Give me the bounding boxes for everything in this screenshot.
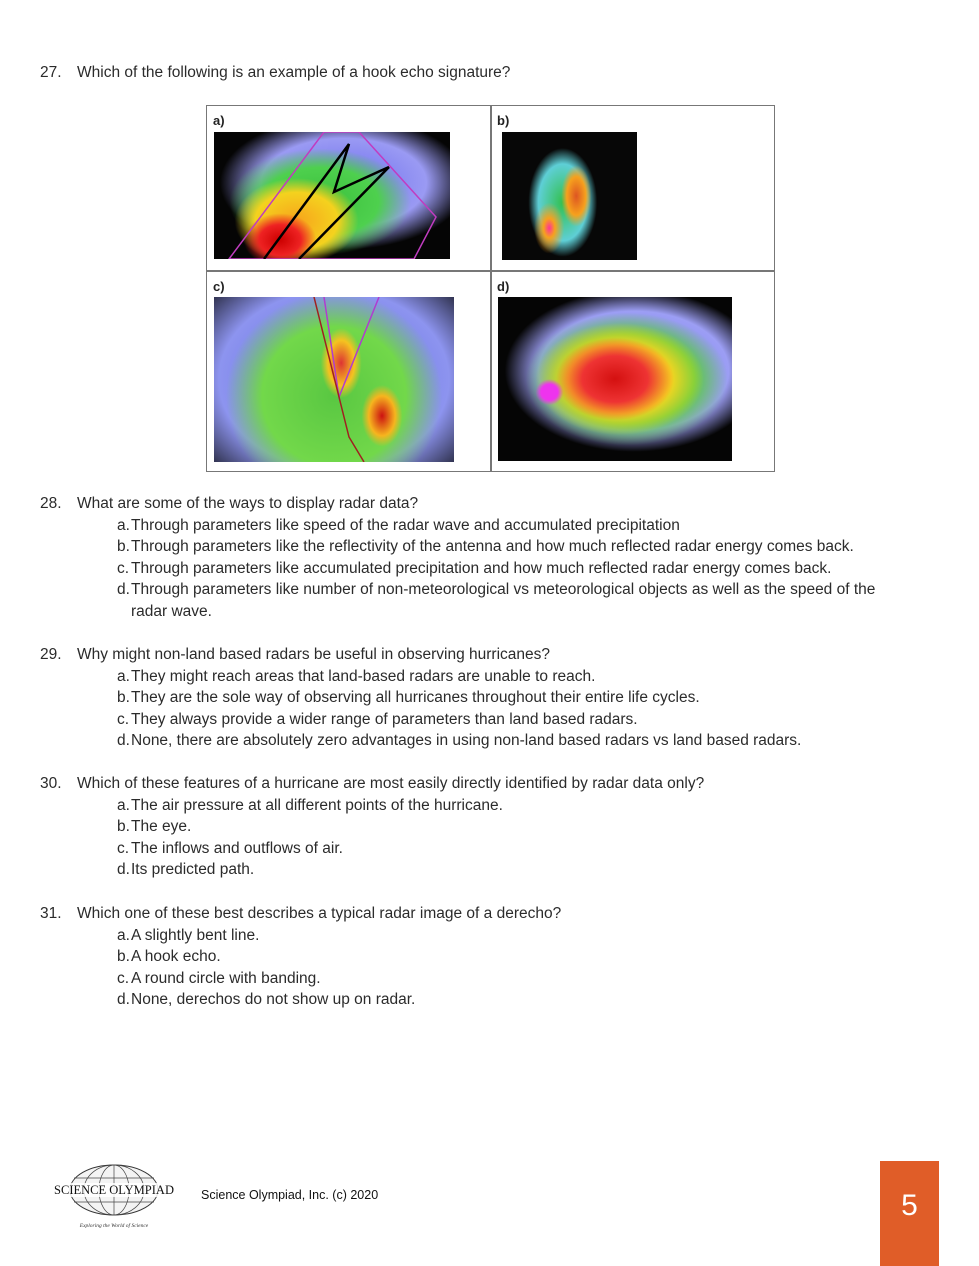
divider (207, 270, 774, 272)
answer-options (117, 515, 911, 623)
svg-text:Exploring the World of Science: Exploring the World of Science (79, 1223, 149, 1229)
image-label-d: d) (497, 279, 510, 294)
question-text: Which one of these best describes a typical radar image of a derecho? (77, 905, 562, 922)
option-text: A hook echo. (131, 948, 221, 966)
question-27 (40, 62, 510, 84)
option-text: Through parameters like number of non-meteorological vs meteorological objects as well as the speed of the radar wave. (131, 581, 876, 620)
option-text: They might reach areas that land-based radars are unable to reach. (131, 667, 596, 685)
image-label-a: a) (213, 113, 225, 128)
copyright-text: Science Olympiad, Inc. (c) 2020 (201, 1188, 379, 1202)
radar-image-grid (206, 105, 775, 472)
option-text: None, there are absolutely zero advantages in using non-land based radars vs land based radars. (131, 732, 802, 750)
option-text: None, derechos do not show up on radar. (131, 991, 416, 1009)
question-number: 29. (40, 646, 62, 663)
option-letter: b. (117, 818, 130, 836)
option-letter: c. (117, 969, 130, 987)
option-b (117, 687, 911, 709)
question-number: 31. (40, 905, 62, 922)
option-letter: b. (117, 538, 130, 556)
option-a (117, 795, 911, 817)
science-olympiad-logo (52, 1163, 176, 1233)
svg-text:SCIENCE OLYMPIAD: SCIENCE OLYMPIAD (54, 1183, 174, 1197)
option-text: They are the sole way of observing all hurricanes throughout their entire life cycles. (131, 689, 700, 707)
question-text: What are some of the ways to display radar data? (77, 495, 419, 512)
option-letter: a. (117, 926, 130, 944)
radar-image-b (502, 132, 637, 260)
option-letter: b. (117, 948, 130, 966)
option-b (117, 536, 911, 558)
page-number-badge (880, 1161, 939, 1266)
option-text: A round circle with banding. (131, 969, 321, 987)
radar-image-d (498, 297, 732, 461)
option-d (117, 989, 911, 1011)
option-d (117, 579, 911, 622)
option-letter: a. (117, 516, 130, 534)
question-28 (40, 493, 911, 623)
question-number: 27. (40, 64, 62, 81)
question-text: Which of the following is an example of a hook echo signature? (77, 64, 511, 81)
question-text: Why might non-land based radars be useful in observing hurricanes? (77, 646, 551, 663)
option-letter: a. (117, 796, 130, 814)
option-text: The inflows and outflows of air. (131, 839, 343, 857)
answer-options (117, 795, 911, 881)
option-text: The air pressure at all different points of the hurricane. (131, 796, 503, 814)
question-number: 30. (40, 775, 62, 792)
option-letter: d. (117, 732, 130, 750)
option-a (117, 925, 911, 947)
option-text: Through parameters like accumulated precipitation and how much reflected radar energy comes back. (131, 559, 832, 577)
question-31 (40, 903, 911, 1011)
option-text: The eye. (131, 818, 192, 836)
option-text: A slightly bent line. (131, 926, 260, 944)
option-c (117, 558, 911, 580)
option-b (117, 816, 911, 838)
page-number: 5 (901, 1189, 918, 1222)
option-a (117, 666, 911, 688)
option-c (117, 968, 911, 990)
option-letter: c. (117, 839, 130, 857)
option-a (117, 515, 911, 537)
image-label-c: c) (213, 279, 225, 294)
divider (490, 106, 492, 471)
option-c (117, 709, 911, 731)
radar-image-c (214, 297, 454, 462)
option-letter: d. (117, 861, 130, 879)
option-c (117, 838, 911, 860)
option-d (117, 859, 911, 881)
image-label-b: b) (497, 113, 510, 128)
option-text: Through parameters like speed of the radar wave and accumulated precipitation (131, 516, 680, 534)
question-number: 28. (40, 495, 62, 512)
option-text: Through parameters like the reflectivity of the antenna and how much reflected radar energy comes back. (131, 538, 854, 556)
question-text: Which of these features of a hurricane are most easily directly identified by radar data only? (77, 775, 705, 792)
option-text: They always provide a wider range of parameters than land based radars. (131, 710, 638, 728)
question-30 (40, 773, 911, 881)
answer-options (117, 925, 911, 1011)
option-letter: b. (117, 689, 130, 707)
option-b (117, 946, 911, 968)
radar-image-a (214, 132, 450, 259)
option-text: Its predicted path. (131, 861, 255, 879)
option-letter: d. (117, 991, 130, 1009)
option-letter: d. (117, 581, 130, 599)
option-letter: c. (117, 559, 130, 577)
option-letter: c. (117, 710, 130, 728)
option-letter: a. (117, 667, 130, 685)
question-29 (40, 644, 911, 752)
answer-options (117, 666, 911, 752)
option-d (117, 730, 911, 752)
